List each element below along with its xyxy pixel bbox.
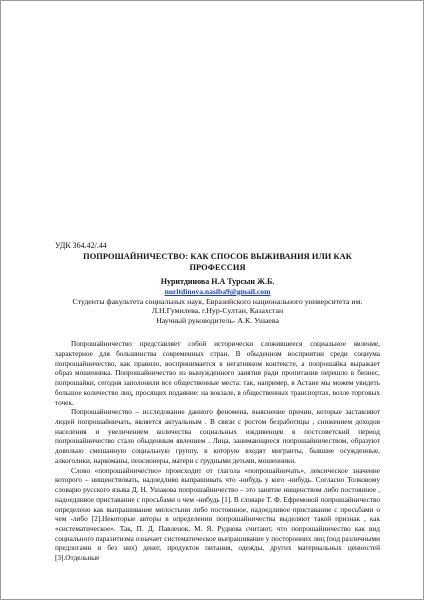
authors: Нуритдинова Н.А Турсын Ж.Б.: [160, 277, 275, 286]
paragraph-3: Слово «попрошайничество» происходит от глагола «попрошайничать», лексическое значение которого – нищенствовать, надоедливо выпрашивать что -нибудь у кого -нибудь. Согласно Толковому словарю русского языка Д. Н. Ушакова попрошайничество – это занятие нищенством либо постоянное , надоедливое приставание с просьбами о чем -нибудь [1]. В словаре Т. Ф. Ефремовой попрошайничество определено как выпрашивание милостыни либо постоянное, надоедливое приставание с просьбами о чем -либо [2].Некоторые авторы в определении попрошайничества выделяют такой признак , как «систематическое». Так, П. Д. Павленок, М. Я. Руднева считают, что попрошайничество как вид социального паразитизма означает систематическое выпрашивание у посторонних лиц (под различными предлогами и без них) денег, продуктов питания, одежды, других материальных ценностей [3].Отдельные: [55, 466, 380, 563]
supervisor: Научный руководитель- А.К. Ушаева: [156, 315, 279, 325]
title-line-2: ПРОФЕССИЯ: [189, 262, 246, 272]
author-email-link[interactable]: nuritdinova.nasiba9@gmail.com: [164, 287, 271, 296]
article-title: [55, 252, 380, 273]
affiliation-line-1: Студенты факультета социальных наук, Евразийского национального университета им.: [72, 296, 363, 306]
document-page: [55, 241, 380, 564]
paragraph-1: Попрошайничество представляет собой исторически сложившееся социальное явление, характерное для большинства современных стран. В обыденном восприятии среди социума попрошайничество, как правило, воспринимается в негативном контексте, а попрошайка выражает образ мошенника. Попрошайничество из вынужденного занятия ради пропитания перешло в бизнес, попрошайки, сегодня заполонили все общественные места: так, например, в Астане мы можем увидеть большое количество лиц, просящих подаяние: на вокзале, в общественных транспортах, возле торговых точек.: [55, 340, 380, 407]
article-body: [55, 340, 380, 564]
paragraph-2: Попрошайничество – исследование данного феномена, выяснение причин, которые заставляют людей попрошайничать, является актуальным . В связи с ростом безработицы , снижением доходов населения и увеличением количества социальных иждивенцев в постсоветский период попрошайничество стало обыденным явлением . Лица, занимающиеся попрошайничеством, образуют довольно смешанную социальную группу, в которую входят мигранты, бывшие осужденные, алкоголики, наркоманы, пенсионеры, матери с грудными детьми, мошенники.: [55, 408, 380, 465]
title-line-1: ПОПРОШАЙНИЧЕСТВО: КАК СПОСОБ ВЫЖИВАНИЯ ИЛИ КАК: [83, 252, 352, 261]
udk-code: УДК 364.42/.44: [55, 241, 107, 250]
affiliation-line-2: Л.Н.Гумилева, г.Нур-Султан, Казахстан: [151, 306, 284, 316]
